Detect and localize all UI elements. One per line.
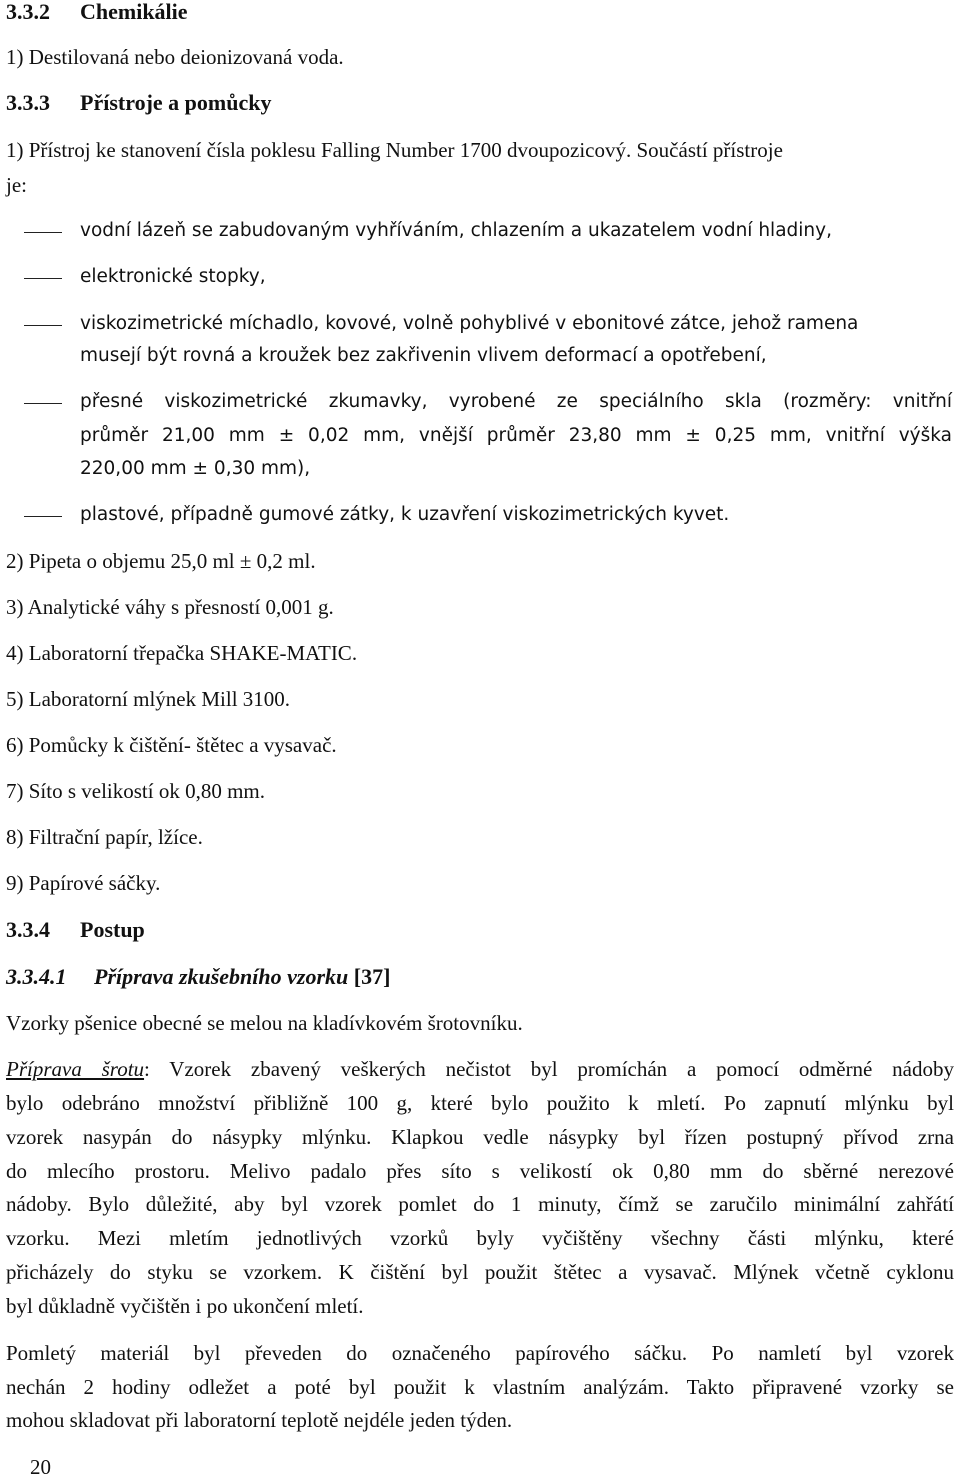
bullet-item-stopwatch: elektronické stopky,	[80, 266, 266, 287]
section-number: 3.3.3	[6, 90, 50, 115]
instrument-item-6: 6) Pomůcky k čištění- štětec a vysavač.	[6, 733, 337, 757]
paragraph-grinding-line: bylo odebráno množství přibližně 100 g, které bylo použito k mletí. Po zapnutí mlýnku byl	[6, 1091, 954, 1115]
section-heading-instruments	[6, 90, 271, 116]
paragraph-text: : Vzorek zbavený veškerých nečistot byl promíchán a pomocí odměrné nádoby	[144, 1057, 955, 1081]
section-title: Postup	[80, 917, 145, 942]
subsection-title: Příprava zkušebního vzorku	[94, 964, 349, 989]
bullet-dash	[24, 325, 62, 326]
bullet-item-tubes-line1: přesné viskozimetrické zkumavky, vyrobené ze speciálního skla (rozměry: vnitřní	[80, 391, 952, 412]
instrument-item-1-line2: je:	[6, 173, 27, 197]
subsection-heading-sample-prep	[6, 964, 390, 990]
chemicals-item-1: 1) Destilovaná nebo deionizovaná voda.	[6, 45, 344, 69]
paragraph-grinding-line: vzorek nasypán do násypky mlýnku. Klapkou vedle násypky byl řízen postupný přívod zrna	[6, 1125, 954, 1149]
paragraph-storage-line: Pomletý materiál byl převeden do označeného papírového sáčku. Po namletí byl vzorek	[6, 1341, 954, 1365]
paragraph-grinding-line: vzorku. Mezi mletím jednotlivých vzorků byly vyčištěny všechny části mlýnku, které	[6, 1226, 954, 1250]
paragraph-grinding-line: nádoby. Bylo důležité, aby byl vzorek pomlet do 1 minuty, čímž se zaručilo minimální zahřátí	[6, 1192, 954, 1216]
section-heading-procedure	[6, 917, 145, 943]
paragraph-storage-last-line: mohou skladovat při laboratorní teplotě nejdéle jeden týden.	[6, 1408, 513, 1432]
bullet-item-stirrer-line2: musejí být rovná a kroužek bez zakřivenin vlivem deformací a opotřebení,	[80, 345, 767, 366]
paragraph-grinding-line: do mlecího prostoru. Melivo padalo přes síto s velikostí ok 0,80 mm do sběrné nerezové	[6, 1159, 954, 1183]
instrument-item-9: 9) Papírové sáčky.	[6, 871, 161, 895]
bullet-dash	[24, 516, 62, 517]
bullet-dash	[24, 278, 62, 279]
paragraph-storage-line: nechán 2 hodiny odležet a poté byl použit k vlastním analýzám. Takto připravené vzorky se	[6, 1375, 954, 1399]
instrument-item-4: 4) Laboratorní třepačka SHAKE-MATIC.	[6, 641, 358, 665]
bullet-dash	[24, 403, 62, 404]
sample-prep-intro: Vzorky pšenice obecné se melou na kladívkovém šrotovníku.	[6, 1011, 523, 1035]
paragraph-label: Příprava šrotu	[6, 1057, 145, 1081]
instrument-item-3: 3) Analytické váhy s přesností 0,001 g.	[6, 595, 334, 619]
page-number: 20	[30, 1455, 51, 1479]
paragraph-grinding-line1	[6, 1056, 954, 1082]
citation-ref: [37]	[353, 964, 391, 989]
instrument-item-2: 2) Pipeta o objemu 25,0 ml ± 0,2 ml.	[6, 549, 316, 573]
section-number: 3.3.4	[6, 917, 50, 942]
instrument-item-8: 8) Filtrační papír, lžíce.	[6, 825, 203, 849]
section-title: Přístroje a pomůcky	[80, 90, 272, 115]
bullet-item-stirrer-line1: viskozimetrické míchadlo, kovové, volně pohyblivé v ebonitové zátce, jehož ramena	[80, 313, 859, 334]
section-heading-chemicals	[6, 0, 188, 25]
bullet-item-tubes-line2: průměr 21,00 mm ± 0,02 mm, vnější průměr 23,80 mm ± 0,25 mm, vnitřní výška	[80, 425, 952, 446]
bullet-item-tubes-line3: 220,00 mm ± 0,30 mm),	[80, 458, 311, 479]
section-title: Chemikálie	[80, 0, 188, 24]
bullet-item-stoppers: plastové, případně gumové zátky, k uzavření viskozimetrických kyvet.	[80, 504, 730, 525]
instrument-item-7: 7) Síto s velikostí ok 0,80 mm.	[6, 779, 266, 803]
subsection-number: 3.3.4.1	[6, 964, 67, 989]
paragraph-grinding-line: přicházely do styku se vzorkem. K čištění byl použit štětec a vysavač. Mlýnek včetně cyklonu	[6, 1260, 954, 1284]
instrument-item-5: 5) Laboratorní mlýnek Mill 3100.	[6, 687, 291, 711]
bullet-dash	[24, 232, 62, 233]
paragraph-grinding-last-line: byl důkladně vyčištěn i po ukončení mletí.	[6, 1294, 364, 1318]
section-number: 3.3.2	[6, 0, 50, 24]
bullet-item-water-bath: vodní lázeň se zabudovaným vyhříváním, chlazením a ukazatelem vodní hladiny,	[80, 220, 832, 241]
instrument-item-1-line1: 1) Přístroj ke stanovení čísla poklesu Falling Number 1700 dvoupozicový. Součástí přístroje	[6, 138, 783, 162]
